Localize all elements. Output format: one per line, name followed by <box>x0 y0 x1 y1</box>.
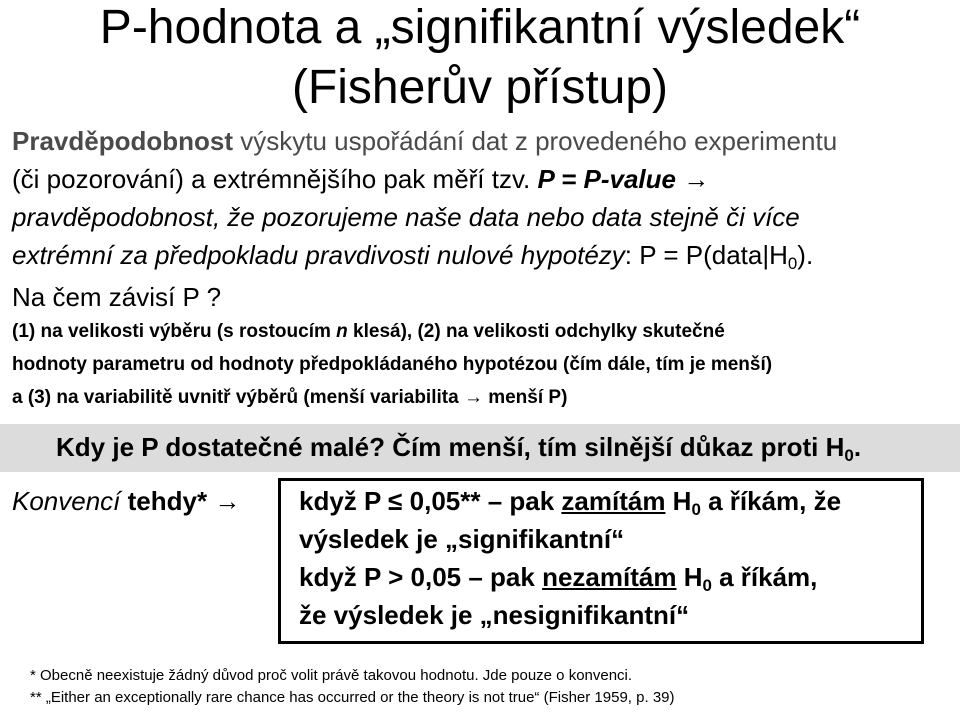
definition-line2 <box>12 160 952 198</box>
decision-rule-box <box>278 478 924 644</box>
rule-text: H <box>676 562 703 592</box>
rule-text: a říkám, že <box>700 486 842 516</box>
band-text <box>56 430 861 473</box>
factors-line1-b: klesá), (2) na velikosti odchylky skutečné <box>347 321 725 342</box>
convention-italic: Konvencí <box>12 486 121 516</box>
slide-title-line2: (Fisherův přístup) <box>291 61 669 114</box>
rule-text: H <box>665 486 692 516</box>
factors-line1 <box>12 315 957 348</box>
definition-text-2: (či pozorování) a extrémnějšího pak měří tzv. <box>12 164 538 194</box>
rule-text: a říkám, <box>711 562 818 592</box>
definition-text: výskytu uspořádání dat z provedeného experimentu <box>233 126 838 156</box>
definition-line4-b: : P = P(data|H <box>624 240 788 270</box>
convention-label <box>12 484 240 518</box>
highlight-band <box>0 424 960 472</box>
reject-word: zamítám <box>561 486 666 516</box>
rule-text: když P > 0,05 – pak <box>299 562 543 592</box>
factors-line2: hodnoty parametru od hodnoty předpokládaného hypotézou (čím dále, tím je menší) <box>12 354 773 375</box>
subscript-zero: 0 <box>691 500 701 520</box>
factors-line3 <box>12 381 957 414</box>
definition-term: Pravděpodobnost <box>12 126 234 156</box>
definition-line4 <box>12 236 952 283</box>
definition-line1 <box>12 122 952 160</box>
subscript-zero: 0 <box>702 576 712 596</box>
band-end: . <box>853 432 862 462</box>
question-heading: Na čem závisí P ? <box>12 282 222 312</box>
definition-line4-a: extrémní za předpokladu pravdivosti nulové hypotézy <box>12 240 625 270</box>
leq-symbol: ≤ <box>388 486 403 516</box>
right-arrow-icon: → <box>214 486 241 516</box>
not-reject-word: nezamítám <box>542 562 677 592</box>
definition-line3: pravděpodobnost, že pozorujeme naše data nebo data stejně či více <box>12 202 800 232</box>
factors-line1-a: (1) na velikosti výběru (s rostoucím <box>12 321 337 342</box>
factors-n: n <box>336 321 348 342</box>
convention-rest: tehdy* <box>120 486 215 516</box>
right-arrow-icon: → <box>683 164 710 194</box>
rule-line2: výsledek je „signifikantní“ <box>299 524 625 554</box>
right-arrow-icon: → <box>463 387 483 408</box>
slide-title-line1: P-hodnota a „signifikantní výsledek“ <box>99 1 861 54</box>
rule-text: 0,05** – pak <box>402 486 562 516</box>
band-sentence: Kdy je P dostatečné malé? Čím menší, tím silnější důkaz proti H <box>56 432 845 462</box>
subscript-zero: 0 <box>787 254 798 274</box>
footnote-2: ** „Either an exceptionally rare chance has occurred or the theory is not true“ (Fisher 1959, p. 39) <box>30 689 675 706</box>
factors-line3-a: a (3) na variabilitě uvnitř výběrů (menší variabilita <box>12 387 464 408</box>
p-value-term: P = P-value <box>537 164 676 194</box>
subscript-zero: 0 <box>844 446 854 466</box>
factors-line3-b: menší P) <box>482 387 568 408</box>
rule-line4: že výsledek je „nesignifikantní“ <box>299 600 690 630</box>
rule-text: když P <box>299 486 389 516</box>
footnote-1: * Obecně neexistuje žádný důvod proč volit právě takovou hodnotu. Jde pouze o konvenci. <box>30 667 633 684</box>
definition-line4-c: ). <box>797 240 814 270</box>
